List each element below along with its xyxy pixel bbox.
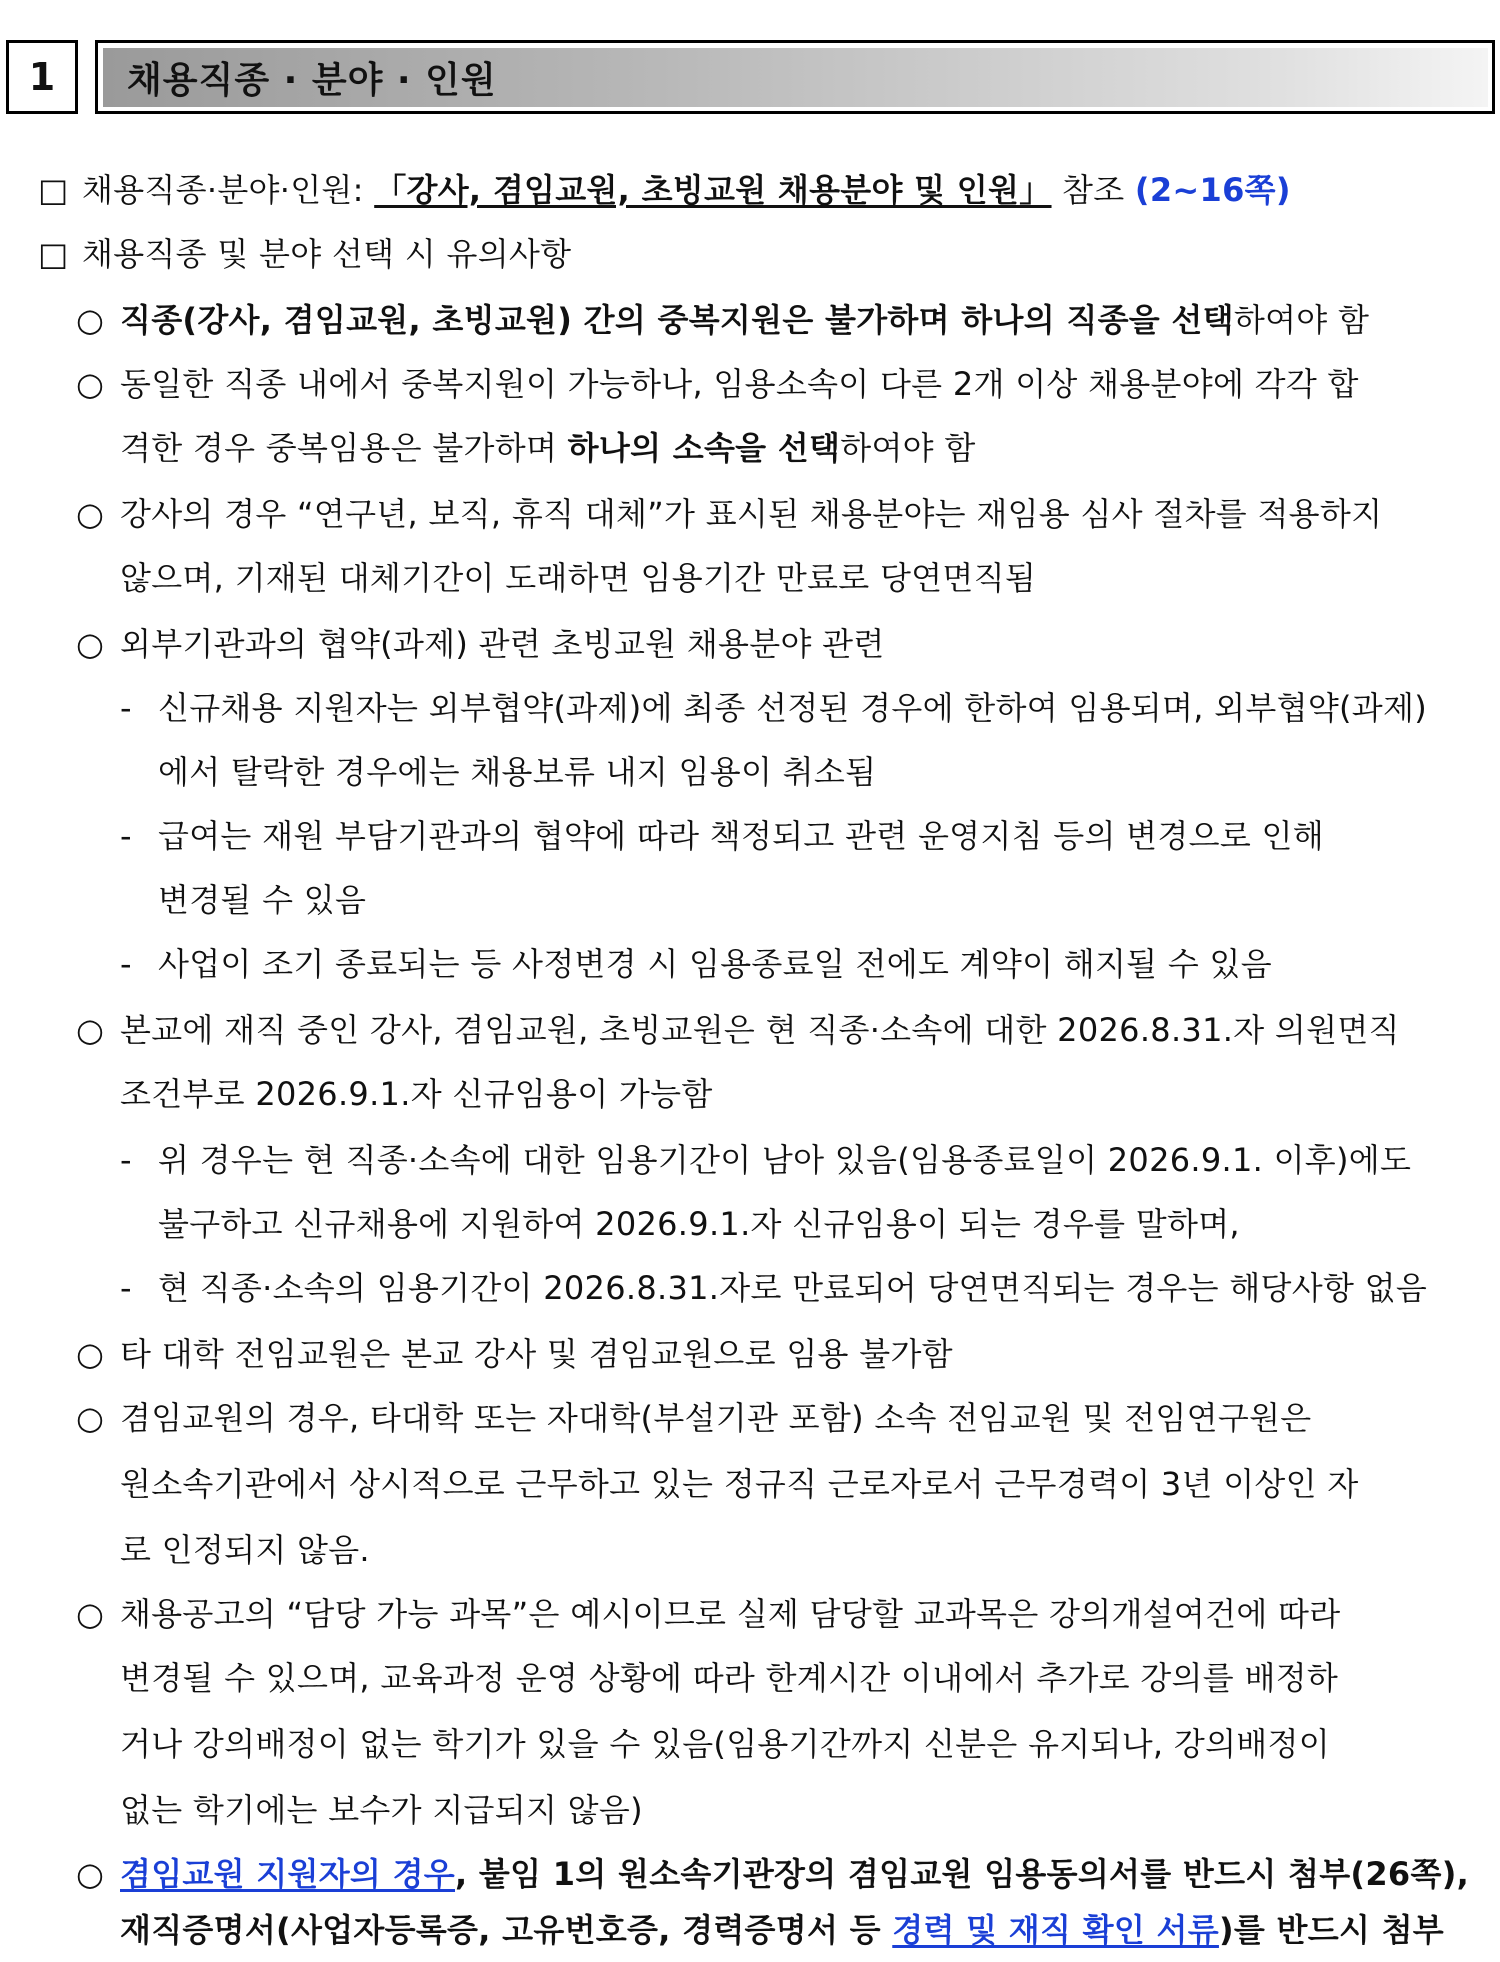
text: 하여야 함 [1233,301,1370,339]
dash-bullet: - [120,1269,132,1307]
text: 본교에 재직 중인 강사, 겸임교원, 초빙교원은 현 직종·소속에 대한 2026.8.31.자 의원면직 [120,1011,1400,1049]
text: 사업이 조기 종료되는 등 사정변경 시 임용종료일 전에도 계약이 해지될 수 있음 [158,945,1272,983]
circle-bullet-icon: ○ [76,1399,105,1437]
text: 불구하고 신규채용에 지원하여 2026.9.1.자 신규임용이 되는 경우를 말하며, [158,1205,1240,1243]
circle-bullet-icon: ○ [76,1335,105,1373]
text: 채용공고의 “담당 가능 과목”은 예시이므로 실제 담당할 교과목은 강의개설여건에 따라 [120,1595,1341,1633]
notice-item [0,1386,1500,1450]
sub-item-continuation [0,740,1500,804]
text: 참조 [1051,171,1135,209]
notice-item [0,288,1500,352]
sub-item [0,676,1500,740]
notice-heading [0,222,1500,286]
sub-item-continuation [0,1192,1500,1256]
text: 겸임교원의 경우, 타대학 또는 자대학(부설기관 포함) 소속 전임교원 및 전임연구원은 [120,1399,1312,1437]
text: 하나의 소속을 선택 [567,429,841,467]
text: 격한 경우 중복임용은 불가하며 [120,429,568,467]
circle-bullet-icon: ○ [76,301,105,339]
circle-bullet-icon: ○ [76,1011,105,1049]
notice-item [0,1582,1500,1646]
text: , 붙임 1의 원소속기관장의 겸임교원 임용동의서를 반드시 첨부(26쪽), [455,1855,1470,1893]
sub-item [0,804,1500,868]
page-reference: (2~16쪽) [1134,171,1291,209]
text: 위 경우는 현 직종·소속에 대한 임용기간이 남아 있음(임용종료일이 2026.9.1. 이후)에도 [158,1141,1412,1179]
dash-bullet: - [120,689,132,727]
dash-bullet: - [120,1141,132,1179]
notice-item-continuation [0,1646,1500,1710]
notice-item-continuation [0,1452,1500,1516]
text: 직종(강사, 겸임교원, 초빙교원) 간의 중복지원은 불가하며 하나의 직종을 선택 [120,301,1234,339]
circle-bullet-icon: ○ [76,495,105,533]
notice-item [0,482,1500,546]
dash-bullet: - [120,817,132,855]
checkbox-square-icon: □ [38,171,69,209]
text: 채용직종·분야·인원: [82,171,375,209]
text: 원소속기관에서 상시적으로 근무하고 있는 정규직 근로자로서 근무경력이 3년 이상인 자 [120,1465,1359,1503]
text: 급여는 재원 부담기관과의 협약에 따라 책정되고 관련 운영지침 등의 변경으로 인해 [158,817,1324,855]
notice-item-continuation [0,1898,1500,1962]
section-number: 1 [28,55,56,99]
text: )를 반드시 첨부 [1218,1911,1445,1949]
notice-item [0,612,1500,676]
circle-bullet-icon: ○ [76,1595,105,1633]
text: 않으며, 기재된 대체기간이 도래하면 임용기간 만료로 당연면직됨 [120,559,1037,597]
notice-item-continuation [0,546,1500,610]
highlighted-text: 겸임교원 지원자의 경우 [120,1855,456,1893]
text: 재직증명서(사업자등록증, 고유번호증, 경력증명서 등 [120,1911,893,1949]
reference-title: 「강사, 겸임교원, 초빙교원 채용분야 및 인원」 [374,171,1052,209]
text: 조건부로 2026.9.1.자 신규임용이 가능함 [120,1075,713,1113]
sub-item-continuation [0,868,1500,932]
notice-item [0,998,1500,1062]
checkbox-square-icon: □ [38,235,69,273]
section-title: 채용직종 · 분야 · 인원 [103,48,1488,107]
text: 신규채용 지원자는 외부협약(과제)에 최종 선정된 경우에 한하여 임용되며, 외부협약(과제) [158,689,1428,727]
circle-bullet-icon: ○ [76,625,105,663]
notice-item-continuation [0,1062,1500,1126]
text: 에서 탈락한 경우에는 채용보류 내지 임용이 취소됨 [158,753,877,791]
section-title-box [95,40,1495,114]
sub-item [0,932,1500,996]
text: 변경될 수 있으며, 교육과정 운영 상황에 따라 한계시간 이내에서 추가로 강의를 배정하 [120,1659,1339,1697]
notice-item [0,1842,1500,1906]
text: 외부기관과의 협약(과제) 관련 초빙교원 채용분야 관련 [120,625,885,663]
notice-item-continuation [0,416,1500,480]
sub-item [0,1256,1500,1320]
highlighted-text: 경력 및 재직 확인 서류 [892,1911,1219,1949]
dash-bullet: - [120,945,132,983]
text: 하여야 함 [840,429,976,467]
text: 없는 학기에는 보수가 지급되지 않음) [120,1791,643,1829]
notice-item-continuation [0,1712,1500,1776]
text: 현 직종·소속의 임용기간이 2026.8.31.자로 만료되어 당연면직되는 경우는 해당사항 없음 [158,1269,1428,1307]
notice-item [0,1322,1500,1386]
notice-item-continuation [0,1778,1500,1842]
circle-bullet-icon: ○ [76,1855,105,1893]
text: 변경될 수 있음 [158,881,367,919]
text: 타 대학 전임교원은 본교 강사 및 겸임교원으로 임용 불가함 [120,1335,953,1373]
circle-bullet-icon: ○ [76,365,105,403]
notice-item [0,352,1500,416]
text: 동일한 직종 내에서 중복지원이 가능하나, 임용소속이 다른 2개 이상 채용분야에 각각 합 [120,365,1359,403]
notice-item-continuation [0,1518,1500,1582]
text: 거나 강의배정이 없는 학기가 있을 수 있음(임용기간까지 신분은 유지되나, 강의배정이 [120,1725,1330,1763]
text: 채용직종 및 분야 선택 시 유의사항 [82,235,572,273]
text: 로 인정되지 않음. [120,1531,370,1569]
section-number-box [6,40,78,114]
text: 강사의 경우 “연구년, 보직, 휴직 대체”가 표시된 채용분야는 재임용 심사 절차를 적용하지 [120,495,1383,533]
sub-item [0,1128,1500,1192]
recruitment-reference-line [0,158,1500,222]
